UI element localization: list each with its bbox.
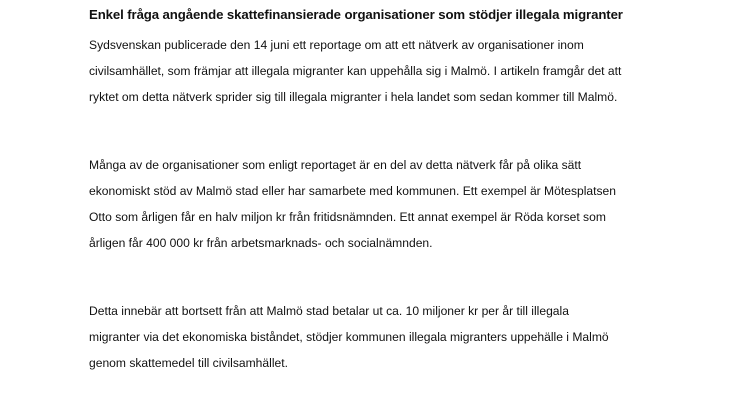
paragraph-line: civilsamhället, som främjar att illegala migranter kan uppehålla sig i Malmö. I artikeln framgår det att xyxy=(89,64,622,78)
paragraph-line: genom skattemedel till civilsamhället. xyxy=(89,356,288,370)
paragraph-line: ekonomiskt stöd av Malmö stad eller har samarbete med kommunen. Ett exempel är Mötesplatsen xyxy=(89,184,616,198)
document-title: Enkel fråga angående skattefinansierade organisationer som stödjer illegala migranter xyxy=(89,7,623,22)
paragraph-line: ryktet om detta nätverk sprider sig till illegala migranter i hela landet som sedan kommer till Malmö. xyxy=(89,90,618,104)
paragraph-line: Detta innebär att bortsett från att Malmö stad betalar ut ca. 10 miljoner kr per år till illegala xyxy=(89,304,569,318)
paragraph-line: Många av de organisationer som enligt reportaget är en del av detta nätverk får på olika sätt xyxy=(89,158,582,172)
paragraph-line: Sydsvenskan publicerade den 14 juni ett reportage om att ett nätverk av organisationer inom xyxy=(89,38,584,52)
paragraph-line: årligen får 400 000 kr från arbetsmarknads- och socialnämnden. xyxy=(89,236,433,250)
paragraph-3 xyxy=(89,298,609,376)
paragraph-1 xyxy=(89,32,621,110)
paragraph-line: migranter via det ekonomiska biståndet, stödjer kommunen illegala migranters uppehälle i Malmö xyxy=(89,330,609,344)
paragraph-2 xyxy=(89,152,616,256)
paragraph-line: Otto som årligen får en halv miljon kr från fritidsnämnden. Ett annat exempel är Röda korset som xyxy=(89,210,606,224)
